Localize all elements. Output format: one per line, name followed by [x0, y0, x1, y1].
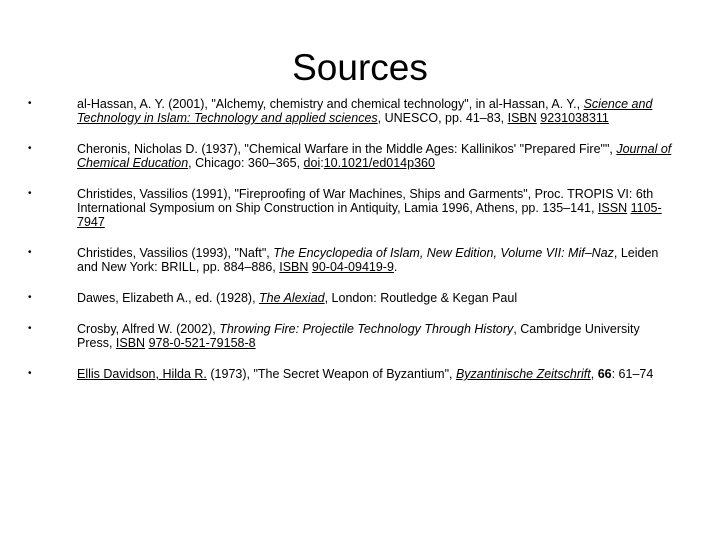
reference-segment: Crosby, Alfred W. (2002), [77, 322, 220, 336]
reference-segment: , Leiden and New York: BRILL, pp. 884–886, [77, 246, 659, 274]
reference-text [77, 142, 671, 170]
reference-item [28, 246, 678, 274]
bullet-icon: • [28, 188, 32, 199]
reference-segment: , [590, 367, 598, 381]
slide-title: Sources [292, 47, 428, 88]
reference-segment: al-Hassan, A. Y. (2001), "Alchemy, chemistry and chemical technology", in al-Hassan, A. Y., [77, 97, 584, 111]
reference-link[interactable]: 1105-7947 [77, 201, 662, 229]
reference-item [28, 291, 678, 305]
reference-text [77, 291, 517, 305]
bullet-icon: • [28, 98, 32, 109]
reference-segment: , Cambridge University Press, [77, 322, 640, 350]
reference-item [28, 97, 678, 125]
reference-link[interactable]: The Alexiad [259, 291, 325, 305]
bullet-icon: • [28, 323, 32, 334]
reference-segment: . [393, 260, 398, 274]
reference-text [77, 246, 658, 274]
reference-link[interactable]: Journal of Chemical Education [77, 142, 672, 170]
reference-segment: Christides, Vassilios (1993), "Naft", [77, 246, 274, 260]
reference-list [28, 97, 678, 398]
reference-link[interactable]: doi [303, 156, 321, 170]
reference-segment: , UNESCO, pp. 41–83, [377, 111, 508, 125]
reference-item [28, 367, 678, 381]
reference-link[interactable]: ISBN [115, 336, 146, 350]
reference-link[interactable]: ISBN [507, 111, 537, 125]
reference-segment: The Encyclopedia of Islam, New Edition, Volume VII: Mif–Naz [273, 246, 614, 260]
reference-link[interactable]: 10.1021/ed014p360 [323, 156, 435, 170]
reference-link[interactable]: ISSN [597, 201, 628, 215]
reference-segment: Dawes, Elizabeth A., ed. (1928), [77, 291, 260, 305]
reference-item [28, 322, 678, 350]
reference-segment: Christides, Vassilios (1991), "Fireproofing of War Machines, Ships and Garments", Proc. TROPIS VI: 6th International Symposium on Ship Construction in Antiquity, Lamia 1996, Athens, pp. 135–141, [77, 187, 654, 215]
reference-segment: (1973), "The Secret Weapon of Byzantium", [206, 367, 456, 381]
reference-text [77, 367, 653, 381]
reference-link[interactable]: Byzantinische Zeitschrift [455, 367, 591, 381]
reference-link[interactable]: 978-0-521-79158-8 [148, 336, 256, 350]
reference-segment: , Chicago: 360–365, [188, 156, 304, 170]
reference-item [28, 142, 678, 170]
reference-text [77, 322, 640, 350]
reference-segment: Cheronis, Nicholas D. (1937), "Chemical Warfare in the Middle Ages: Kallinikos' "Prepared Fire"", [77, 142, 617, 156]
bullet-icon: • [28, 292, 32, 303]
reference-segment: , London: Routledge & Kegan Paul [324, 291, 518, 305]
reference-text [77, 97, 652, 125]
reference-text [77, 187, 662, 229]
reference-segment: Throwing Fire: Projectile Technology Through History [219, 322, 514, 336]
reference-link[interactable]: 90-04-09419-9 [311, 260, 394, 274]
reference-segment: : 61–74 [611, 367, 654, 381]
bullet-icon: • [28, 143, 32, 154]
reference-segment: 66 [597, 367, 612, 381]
reference-segment: : [320, 156, 324, 170]
reference-item [28, 187, 678, 229]
reference-link[interactable]: 9231038311 [540, 111, 609, 125]
bullet-icon: • [28, 368, 32, 379]
bullet-icon: • [28, 247, 32, 258]
reference-link[interactable]: ISBN [279, 260, 309, 274]
reference-link[interactable]: Science and Technology in Islam: Technology and applied sciences [77, 97, 653, 125]
reference-link[interactable]: Ellis Davidson, Hilda R. [77, 367, 207, 381]
